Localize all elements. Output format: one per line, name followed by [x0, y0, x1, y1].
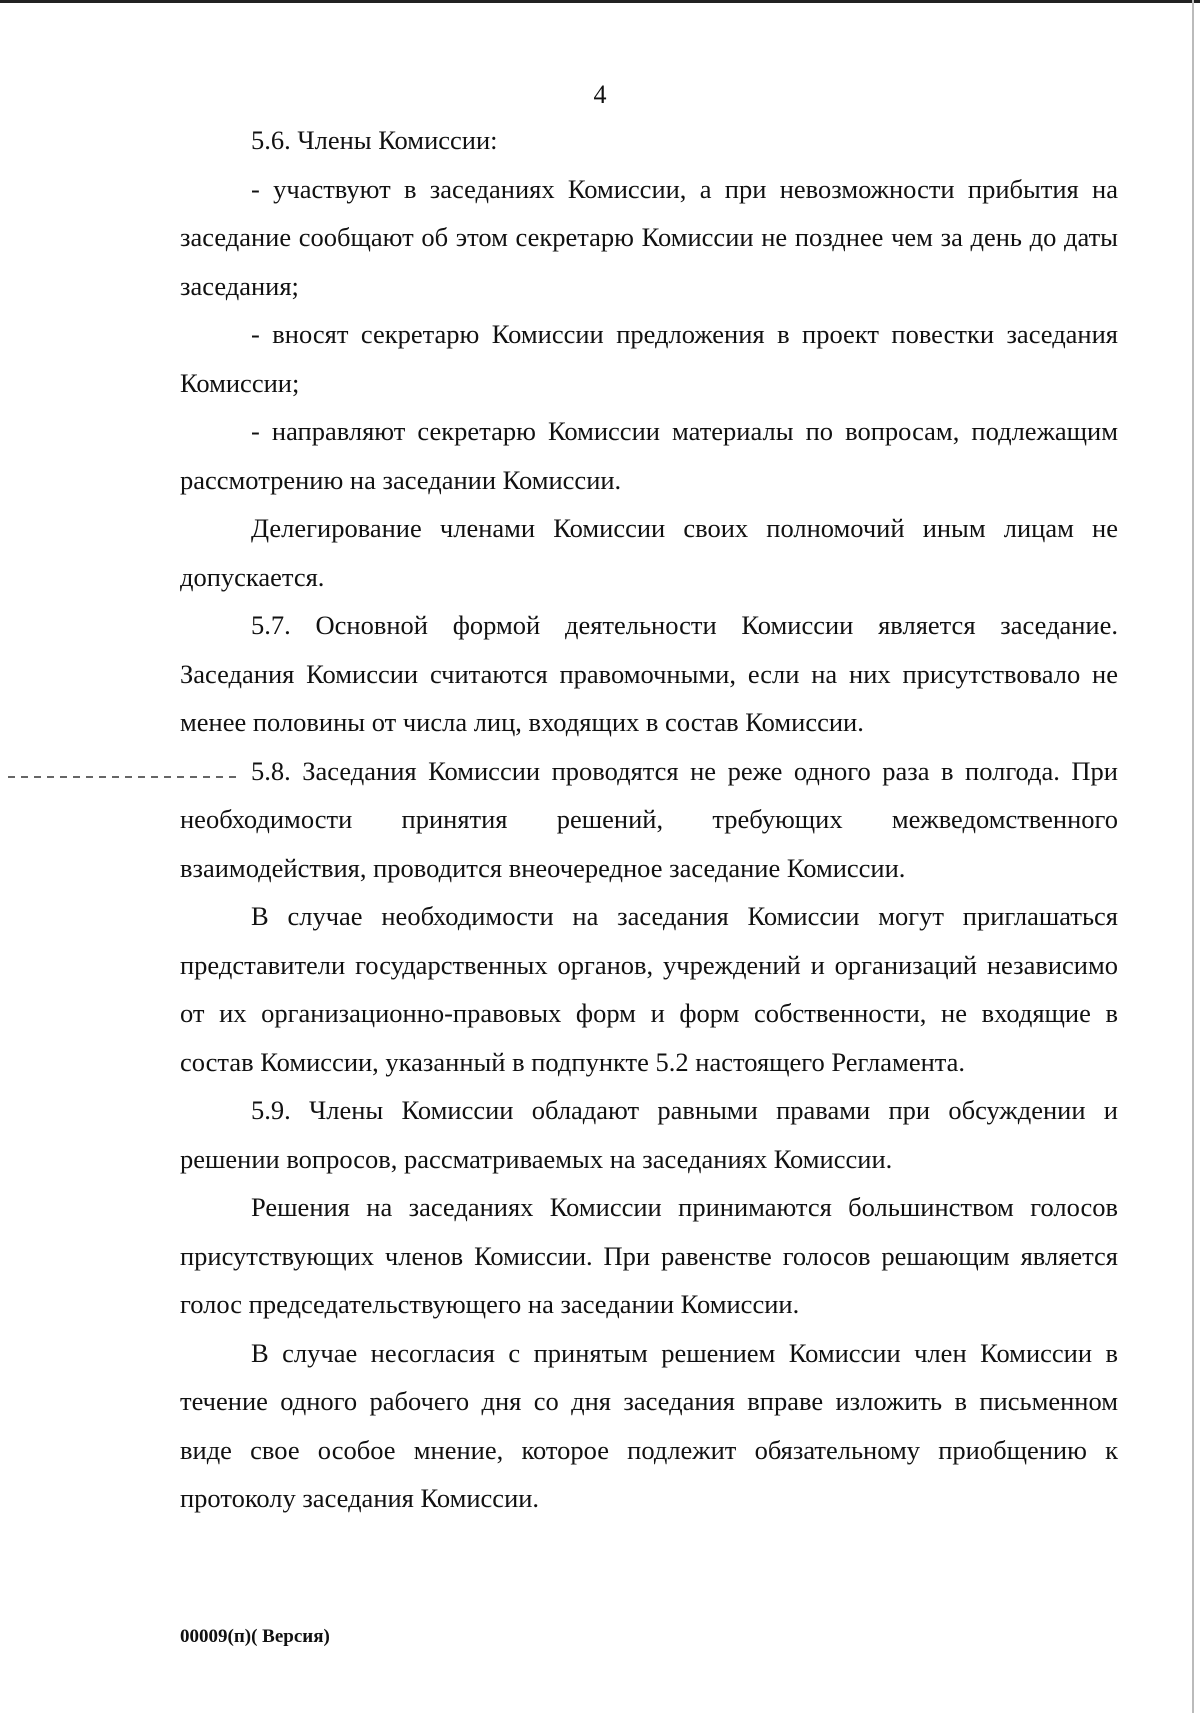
paragraph-decisions: Решения на заседаниях Комиссии принимаются большинством голосов присутствующих членов Комиссии. При равенстве голосов решающим является голос председательствующего на заседании Комиссии. [180, 1192, 1118, 1319]
paragraph-5-6-heading: 5.6. Члены Комиссии: [251, 125, 498, 155]
paragraph-delegation: Делегирование членами Комиссии своих полномочий иным лицам не допускается. [180, 513, 1118, 592]
paragraph-invitations: В случае необходимости на заседания Комиссии могут приглашаться представители государственных органов, учреждений и организаций независимо от их организационно-правовых форм и форм собственности, не входящие в состав Комиссии, указанный в подпункте 5.2 настоящего Регламента. [180, 901, 1118, 1077]
page-number: 4 [593, 80, 607, 109]
scan-top-edge [0, 0, 1200, 3]
scan-right-edge [1192, 0, 1194, 1713]
paragraph-participate: - участвуют в заседаниях Комиссии, а при невозможности прибытия на заседание сообщают об этом секретарю Комиссии не позднее чем за день до даты заседания; [180, 173, 1118, 301]
paragraph-5-9: 5.9. Члены Комиссии обладают равными правами при обсуждении и решении вопросов, рассматриваемых на заседаниях Комиссии. [180, 1095, 1118, 1174]
document-body [180, 116, 1118, 1523]
paragraph-5-7: 5.7. Основной формой деятельности Комиссии является заседание. Заседания Комиссии считаются правомочными, если на них присутствовало не менее половины от числа лиц, входящих в состав Комиссии. [180, 610, 1118, 737]
footer-document-code: 00009(п)( Версия) [180, 1626, 330, 1647]
paragraph-dissent: В случае несогласия с принятым решением Комиссии член Комиссии в течение одного рабочего дня со дня заседания вправе изложить в письменном виде свое особое мнение, которое подлежит обязательному приобщению к протоколу заседания Комиссии. [180, 1337, 1118, 1513]
paragraph-materials: - направляют секретарю Комиссии материалы по вопросам, подлежащим рассмотрению на заседании Комиссии. [180, 416, 1118, 495]
paragraph-agenda: - вносят секретарю Комиссии предложения в проект повестки заседания Комиссии; [180, 319, 1118, 398]
paragraph-5-8: 5.8. Заседания Комиссии проводятся не реже одного раза в полгода. При необходимости принятия решений, требующих межведомственного взаимодействия, проводится внеочередное заседание Комиссии. [180, 755, 1118, 883]
